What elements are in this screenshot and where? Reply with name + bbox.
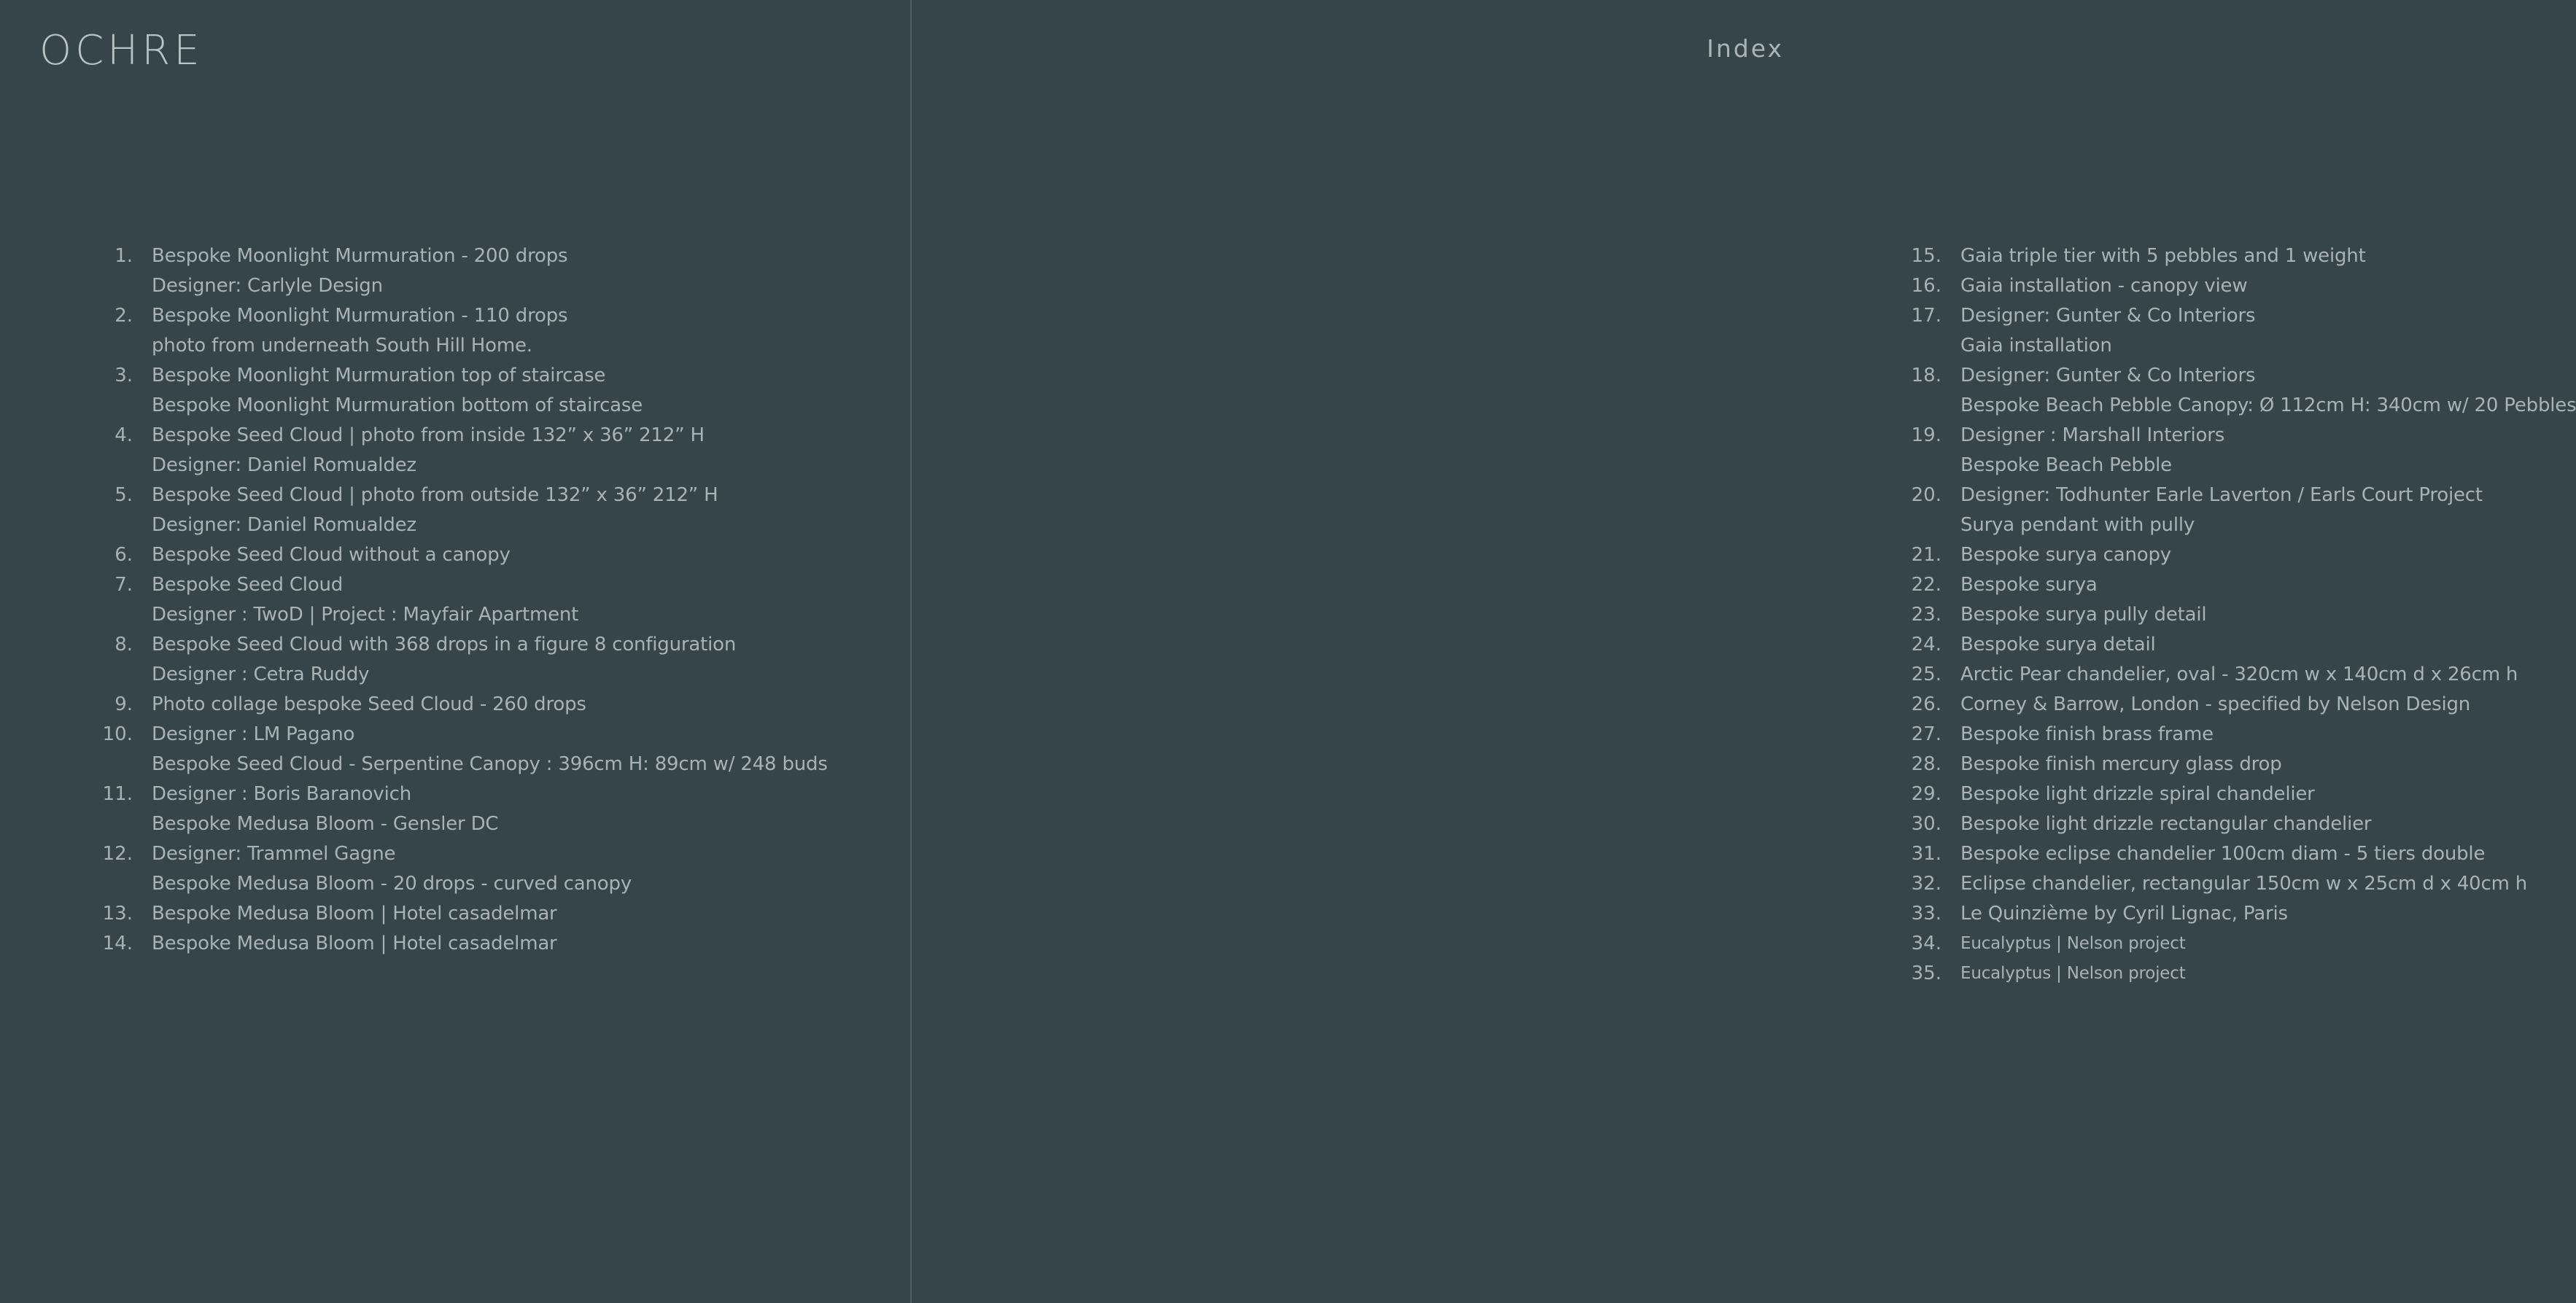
index-entry-text: Eucalyptus | Nelson project <box>1960 964 2186 983</box>
index-entry-number: 21. <box>1911 544 1941 566</box>
index-entry-number: 12. <box>102 843 133 865</box>
index-entry <box>115 301 828 361</box>
index-entry <box>1911 839 2576 869</box>
index-entry <box>1911 959 2576 989</box>
index-entry-text: Eucalyptus | Nelson project <box>1960 934 2186 953</box>
index-entry <box>1911 421 2576 481</box>
index-entry-text: Designer : Cetra Ruddy <box>152 664 370 685</box>
index-entry <box>1911 570 2576 600</box>
index-entry <box>115 630 828 690</box>
index-entry-text: Gaia installation - canopy view <box>1960 275 2248 297</box>
index-entry <box>115 690 828 720</box>
index-entry-number: 32. <box>1911 873 1941 895</box>
index-entry <box>1911 271 2576 301</box>
index-entry-text: Bespoke Beach Pebble Canopy: Ø 112cm H: 340cm w/ 20 Pebbles <box>1960 394 2576 416</box>
index-entry-text: Bespoke finish brass frame <box>1960 723 2214 745</box>
index-list-right <box>1911 241 2576 989</box>
index-entry <box>102 720 828 779</box>
index-entry <box>1911 600 2576 630</box>
index-entry-number: 3. <box>115 365 133 386</box>
index-entry <box>1911 779 2576 809</box>
index-entry-number: 7. <box>115 574 133 596</box>
index-entry <box>115 481 828 540</box>
index-entry-text: Designer : TwoD | Project : Mayfair Apartment <box>152 604 579 626</box>
index-entry <box>115 421 828 481</box>
index-entry-number: 29. <box>1911 783 1941 805</box>
index-entry-text: Bespoke Medusa Bloom - Gensler DC <box>152 813 499 835</box>
index-entry <box>115 570 828 630</box>
index-entry-text: Gaia installation <box>1960 335 2112 357</box>
index-entry-number: 18. <box>1911 365 1941 386</box>
index-entry-number: 15. <box>1911 245 1941 267</box>
index-entry-number: 17. <box>1911 305 1941 327</box>
index-entry-number: 35. <box>1911 962 1941 984</box>
index-entry-number: 23. <box>1911 604 1941 626</box>
index-entry-text: Bespoke Moonlight Murmuration - 110 drops <box>152 305 568 327</box>
index-entry-number: 24. <box>1911 634 1941 656</box>
index-entry-text: Bespoke surya <box>1960 574 2098 596</box>
index-entry-text: Designer : Boris Baranovich <box>152 783 411 805</box>
index-entry-text: Bespoke Medusa Bloom | Hotel casadelmar <box>152 903 557 925</box>
index-entry-text: Designer : LM Pagano <box>152 723 355 745</box>
index-entry <box>102 899 828 929</box>
index-entry-text: Designer: Daniel Romualdez <box>152 514 416 536</box>
index-entry-text: Surya pendant with pully <box>1960 514 2195 536</box>
index-entry-number: 4. <box>115 424 133 446</box>
index-entry-number: 27. <box>1911 723 1941 745</box>
index-entry-text: Designer: Todhunter Earle Laverton / Earls Court Project <box>1960 484 2483 506</box>
index-entry-number: 34. <box>1911 933 1941 954</box>
index-entry-number: 1. <box>115 245 133 267</box>
index-entry-text: Bespoke Moonlight Murmuration top of staircase <box>152 365 606 386</box>
index-entry <box>1911 899 2576 929</box>
index-list-left <box>102 241 828 959</box>
index-entry-text: Gaia triple tier with 5 pebbles and 1 weight <box>1960 245 2366 267</box>
index-entry-text: Bespoke Seed Cloud - Serpentine Canopy : 396cm H: 89cm w/ 248 buds <box>152 753 828 775</box>
index-entry <box>1911 869 2576 899</box>
index-entry <box>1911 540 2576 570</box>
index-entry <box>102 839 828 899</box>
index-entry-text: Bespoke Beach Pebble <box>1960 454 2172 476</box>
index-entry-text: Arctic Pear chandelier, oval - 320cm w x 140cm d x 26cm h <box>1960 664 2518 685</box>
index-entry <box>115 540 828 570</box>
index-entry <box>1911 301 2576 361</box>
brand-logo: OCHRE <box>39 27 203 74</box>
index-entry-text: Bespoke Seed Cloud without a canopy <box>152 544 511 566</box>
index-entry-number: 28. <box>1911 753 1941 775</box>
index-entry-number: 22. <box>1911 574 1941 596</box>
index-entry-text: Bespoke surya detail <box>1960 634 2156 656</box>
index-entry <box>1911 660 2576 690</box>
index-entry <box>102 779 828 839</box>
index-entry-text: Corney & Barrow, London - specified by Nelson Design <box>1960 693 2471 715</box>
index-entry-text: Bespoke light drizzle rectangular chandelier <box>1960 813 2372 835</box>
index-entry-text: Bespoke surya canopy <box>1960 544 2171 566</box>
index-entry-text: Designer: Gunter & Co Interiors <box>1960 305 2256 327</box>
index-entry-number: 16. <box>1911 275 1941 297</box>
index-entry-number: 30. <box>1911 813 1941 835</box>
index-entry <box>1911 750 2576 779</box>
index-entry-text: Bespoke light drizzle spiral chandelier <box>1960 783 2315 805</box>
index-entry-number: 20. <box>1911 484 1941 506</box>
index-entry <box>115 241 828 301</box>
index-entry-text: Bespoke surya pully detail <box>1960 604 2207 626</box>
index-entry <box>1911 720 2576 750</box>
index-entry-text: photo from underneath South Hill Home. <box>152 335 532 357</box>
section-title: Index <box>1707 34 1784 63</box>
index-entry-text: Bespoke eclipse chandelier 100cm diam - 5 tiers double <box>1960 843 2486 865</box>
index-entry <box>1911 929 2576 959</box>
index-entry <box>102 929 828 959</box>
index-entry <box>1911 241 2576 271</box>
index-entry-number: 9. <box>115 693 133 715</box>
index-entry-number: 25. <box>1911 664 1941 685</box>
index-entry-text: Designer : Marshall Interiors <box>1960 424 2225 446</box>
index-entry-number: 11. <box>102 783 133 805</box>
index-entry-text: Bespoke Seed Cloud | photo from outside 132” x 36” 212” H <box>152 484 718 506</box>
index-entry-number: 14. <box>102 933 133 954</box>
left-page <box>0 0 910 1303</box>
index-entry-text: Bespoke Medusa Bloom | Hotel casadelmar <box>152 933 557 954</box>
index-entry-number: 31. <box>1911 843 1941 865</box>
index-entry <box>115 361 828 421</box>
index-entry-text: Bespoke Moonlight Murmuration - 200 drops <box>152 245 568 267</box>
index-entry <box>1911 690 2576 720</box>
index-entry-text: Designer: Daniel Romualdez <box>152 454 416 476</box>
index-entry-number: 6. <box>115 544 133 566</box>
index-entry-number: 33. <box>1911 903 1941 925</box>
index-entry <box>1911 361 2576 421</box>
index-entry-text: Le Quinzième by Cyril Lignac, Paris <box>1960 903 2288 925</box>
index-entry-text: Bespoke Moonlight Murmuration bottom of staircase <box>152 394 643 416</box>
index-entry-number: 2. <box>115 305 133 327</box>
index-entry-number: 5. <box>115 484 133 506</box>
index-entry-text: Bespoke Seed Cloud with 368 drops in a figure 8 configuration <box>152 634 737 656</box>
right-page <box>912 0 2576 1303</box>
index-entry-text: Bespoke Seed Cloud | photo from inside 132” x 36” 212” H <box>152 424 705 446</box>
index-entry <box>1911 809 2576 839</box>
index-entry-number: 19. <box>1911 424 1941 446</box>
index-entry-text: Designer: Gunter & Co Interiors <box>1960 365 2256 386</box>
index-entry-number: 26. <box>1911 693 1941 715</box>
index-entry-text: Designer: Trammel Gagne <box>152 843 396 865</box>
index-entry-text: Eclipse chandelier, rectangular 150cm w x 25cm d x 40cm h <box>1960 873 2528 895</box>
index-entry-number: 8. <box>115 634 133 656</box>
index-entry-text: Bespoke Seed Cloud <box>152 574 344 596</box>
index-entry-number: 13. <box>102 903 133 925</box>
index-entry-text: Bespoke Medusa Bloom - 20 drops - curved canopy <box>152 873 632 895</box>
index-entry-text: Photo collage bespoke Seed Cloud - 260 drops <box>152 693 586 715</box>
index-entry <box>1911 630 2576 660</box>
index-entry-text: Bespoke finish mercury glass drop <box>1960 753 2282 775</box>
index-entry-text: Designer: Carlyle Design <box>152 275 383 297</box>
index-entry <box>1911 481 2576 540</box>
index-entry-number: 10. <box>102 723 133 745</box>
